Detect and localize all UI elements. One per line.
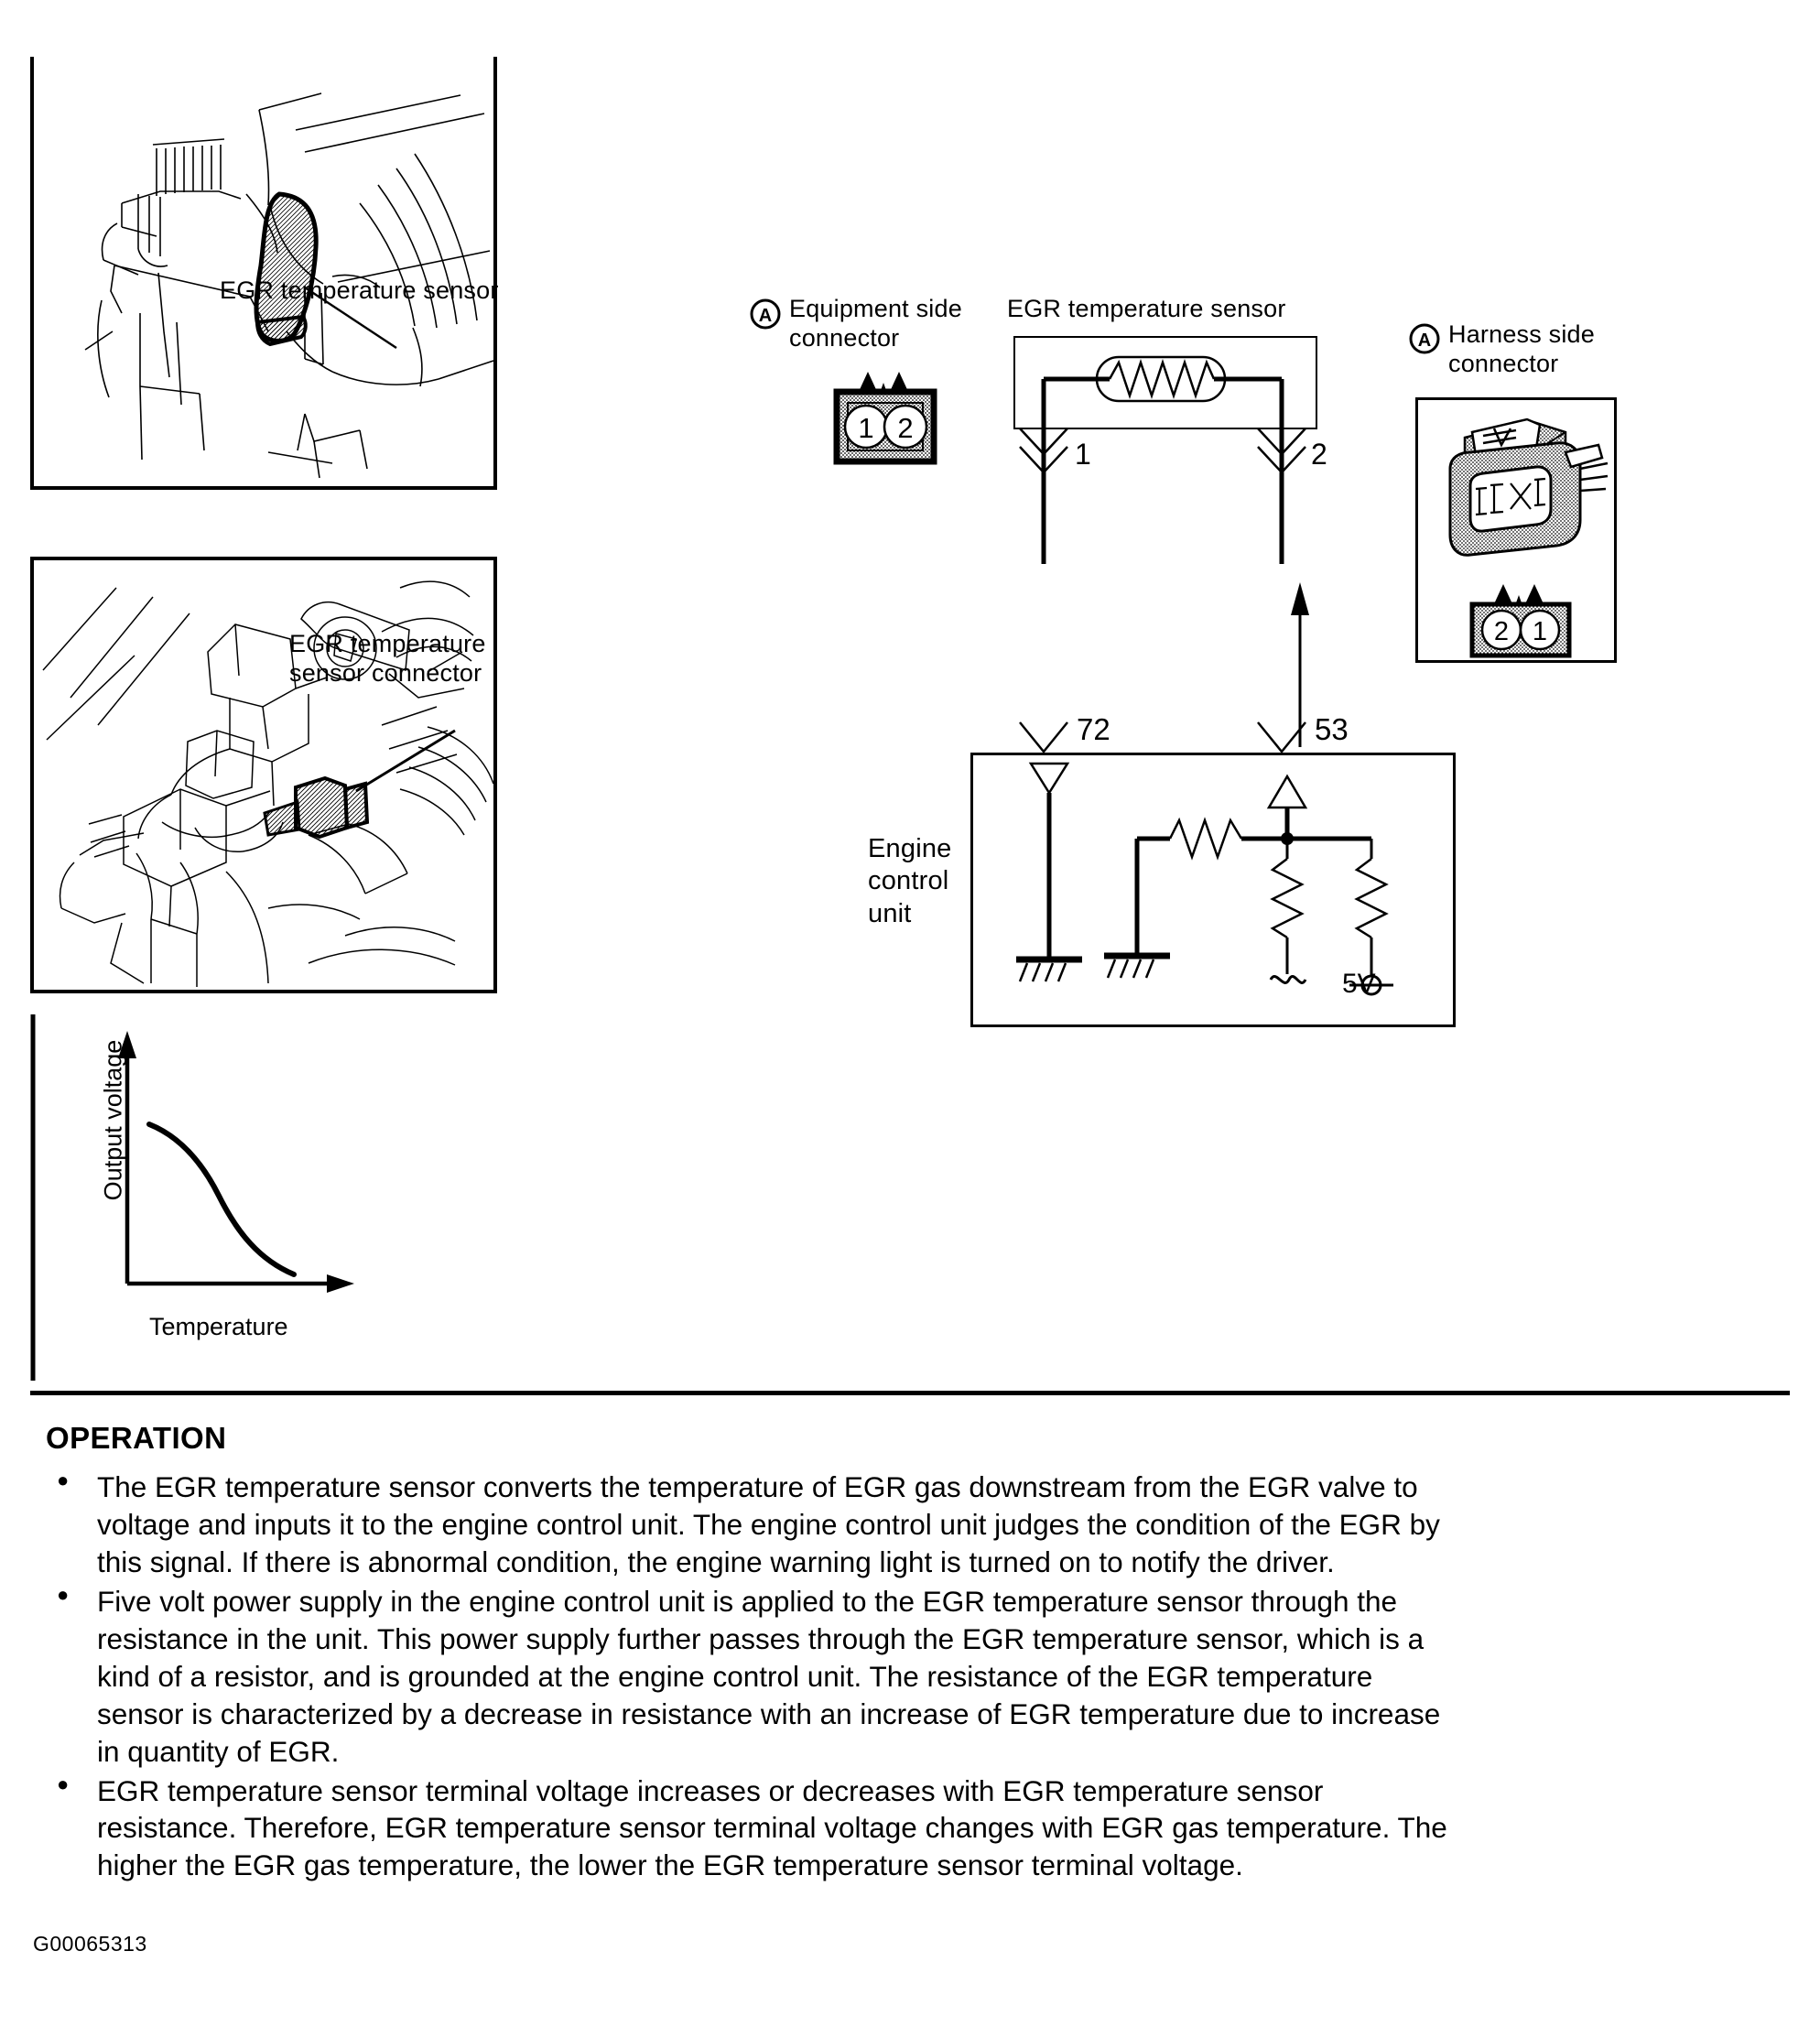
connector-location-illustration — [34, 560, 493, 990]
ecu-label-line2: control — [868, 866, 949, 896]
sensor-terminal-2-label: 2 — [1311, 438, 1327, 471]
section-divider — [30, 1391, 1790, 1395]
photo-bottom-callout-line2: sensor connector — [289, 658, 482, 687]
operation-heading: OPERATION — [46, 1421, 227, 1455]
graph-xlabel: Temperature — [149, 1313, 288, 1340]
ecu-label-line1: Engine — [868, 834, 952, 863]
harness-side-connector-title — [1448, 320, 1595, 379]
bullet-3-line-3: higher the EGR gas temperature, the lower the EGR temperature sensor terminal voltage. — [97, 1848, 1243, 1882]
graph-ylabel: Output voltage — [99, 1039, 127, 1201]
ecu-pin-53-symbol — [1254, 719, 1309, 755]
svg-text:1: 1 — [858, 412, 874, 444]
svg-text:2: 2 — [897, 412, 914, 444]
operation-bullet-1 — [46, 1469, 1793, 1581]
ecu-pin-72-label: 72 — [1077, 712, 1110, 746]
operation-section — [46, 1421, 1793, 1886]
bullet-1-line-2: voltage and inputs it to the engine control unit. The engine control unit judges the condition of the EGR by — [97, 1507, 1440, 1541]
ecu-pin-72-symbol — [1016, 719, 1071, 755]
sensor-circuit-diagram — [1007, 330, 1327, 568]
photo-top-callout-label: EGR temperature sensor — [220, 276, 499, 304]
bullet-3-line-1: ● EGR temperature sensor terminal voltage increases or decreases with EGR temperature sensor — [97, 1773, 1324, 1807]
bullet-2-line-1: ● Five volt power supply in the engine control unit is applied to the EGR temperature sensor through the — [97, 1584, 1398, 1618]
equipment-connector-title-line2: connector — [789, 323, 900, 352]
bullet-1-line-1: ● The EGR temperature sensor converts the temperature of EGR gas downstream from the EGR valve to — [97, 1470, 1418, 1503]
ecu-pin-53-label: 53 — [1315, 712, 1349, 746]
equipment-side-connector-pinout — [815, 364, 961, 483]
photo-bottom-callout-label — [289, 630, 486, 688]
ecu-label — [868, 833, 952, 930]
svg-text:1: 1 — [1532, 617, 1548, 646]
harness-connector-illustration — [1419, 401, 1613, 659]
bullet-2-line-5: in quantity of EGR. — [97, 1734, 340, 1768]
equipment-side-connector-title — [789, 295, 962, 353]
svg-text:A: A — [758, 306, 773, 326]
bullet-2-line-3: kind of a resistor, and is grounded at the engine control unit. The resistance of the EGR temperature — [97, 1659, 1373, 1693]
equipment-side-connector-marker — [749, 298, 782, 331]
harness-connector-title-line1: Harness side — [1448, 320, 1595, 348]
bullet-3-line-2: resistance. Therefore, EGR temperature sensor terminal voltage changes with EGR gas temperature. The — [97, 1811, 1447, 1845]
bullet-2-line-4: sensor is characterized by a decrease in resistance with an increase of EGR temperature due to increase — [97, 1696, 1441, 1730]
bullet-1-line-3: this signal. If there is abnormal condition, the engine warning light is turned on to notify the driver. — [97, 1545, 1335, 1578]
ecu-label-line3: unit — [868, 898, 912, 928]
equipment-connector-title-line1: Equipment side — [789, 295, 962, 322]
operation-bullet-list — [46, 1469, 1793, 1884]
operation-bullet-3 — [46, 1772, 1793, 1885]
sensor-circuit-title: EGR temperature sensor — [1007, 295, 1286, 322]
photo-bottom-callout-line1: EGR temperature — [289, 630, 486, 657]
operation-bullet-2 — [46, 1583, 1793, 1771]
sensor-location-illustration — [30, 57, 497, 490]
svg-text:2: 2 — [1493, 617, 1510, 646]
sensor-terminal-1-label: 1 — [1075, 438, 1091, 471]
harness-side-connector-marker — [1408, 322, 1441, 355]
bullet-2-line-2: resistance in the unit. This power supply further passes through the EGR temperature sensor, which is a — [97, 1621, 1425, 1655]
footer-document-code: G00065313 — [33, 1932, 147, 1956]
ecu-supply-voltage-label: 5V — [1342, 969, 1376, 999]
ecu-internal-circuit — [974, 756, 1452, 1024]
svg-text:A: A — [1417, 331, 1432, 351]
harness-connector-title-line2: connector — [1448, 349, 1559, 377]
